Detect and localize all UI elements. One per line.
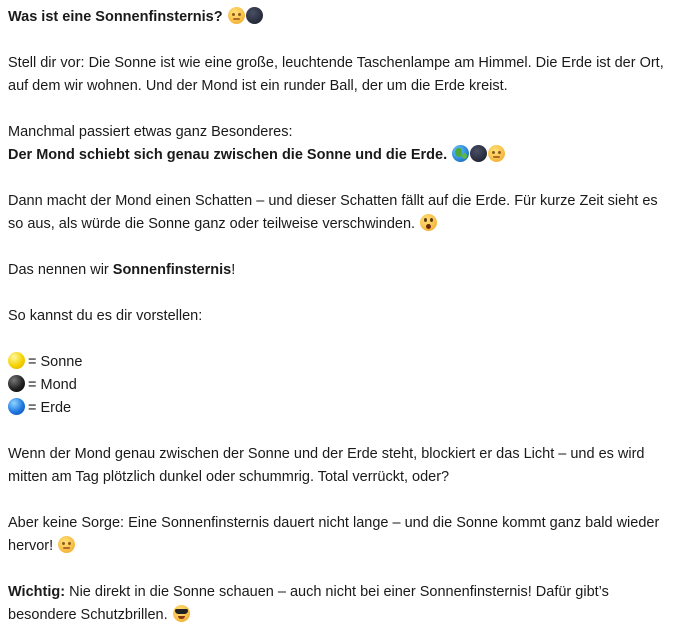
intro-paragraph: Stell dir vor: Die Sonne ist wie eine große, leuchtende Taschenlampe am Himmel. Die Erde ist der Ort, auf dem wir wohnen. Und der Mond ist ein runder Ball, der um die Erde kreist.: [8, 55, 664, 94]
special-bold-text: Der Mond schiebt sich genau zwischen die Sonne und die Erde.: [8, 147, 448, 163]
sun-with-face-icon: [488, 145, 505, 162]
naming-paragraph: [8, 259, 666, 282]
blue-circle-icon: [8, 398, 25, 415]
new-moon-icon: [470, 145, 487, 162]
naming-suffix: !: [231, 262, 236, 278]
shadow-paragraph: [8, 190, 666, 236]
title-paragraph: [8, 6, 666, 29]
earth-globe-icon: [452, 145, 469, 162]
special-paragraph: [8, 121, 666, 167]
naming-bold: Sonnenfinsternis: [112, 262, 232, 278]
new-moon-icon: [246, 7, 263, 24]
legend-item-sun: [8, 351, 666, 374]
yellow-circle-icon: [8, 352, 25, 369]
legend-label: = Mond: [28, 377, 77, 393]
reassurance-paragraph: [8, 512, 666, 558]
warning-label: Wichtig:: [8, 584, 66, 600]
black-circle-icon: [8, 375, 25, 392]
legend-list: [8, 351, 666, 420]
legend-item-earth: [8, 397, 666, 420]
warning-text: Nie direkt in die Sonne schauen – auch nicht bei einer Sonnenfinsternis! Dafür gibt’s besondere Schutzbrillen.: [8, 584, 609, 623]
legend-label: = Erde: [28, 400, 72, 416]
page-title: Was ist eine Sonnenfinsternis?: [8, 9, 223, 25]
shadow-text: Dann macht der Mond einen Schatten – und dieser Schatten fällt auf die Erde. Für kurze Zeit sieht es so aus, als würde die Sonne ganz oder teilweise verschwinden.: [8, 193, 658, 232]
legend-item-moon: [8, 374, 666, 397]
legend-label: = Sonne: [28, 354, 83, 370]
special-line: Manchmal passiert etwas ganz Besonderes:: [8, 124, 293, 140]
warning-paragraph: [8, 581, 666, 627]
astonished-face-icon: [420, 214, 437, 231]
imagine-paragraph: So kannst du es dir vorstellen:: [8, 308, 203, 324]
naming-prefix: Das nennen wir: [8, 262, 113, 278]
sunglasses-face-icon: [173, 605, 190, 622]
sun-with-face-icon: [58, 536, 75, 553]
blocking-paragraph: Wenn der Mond genau zwischen der Sonne und der Erde steht, blockiert er das Licht – und es wird mitten am Tag plötzlich dunkel oder schummrig. Total verrückt, oder?: [8, 446, 645, 485]
sun-with-face-icon: [228, 7, 245, 24]
reassurance-text: Aber keine Sorge: Eine Sonnenfinsternis dauert nicht lange – und die Sonne kommt ganz bald wieder hervor!: [8, 515, 660, 554]
